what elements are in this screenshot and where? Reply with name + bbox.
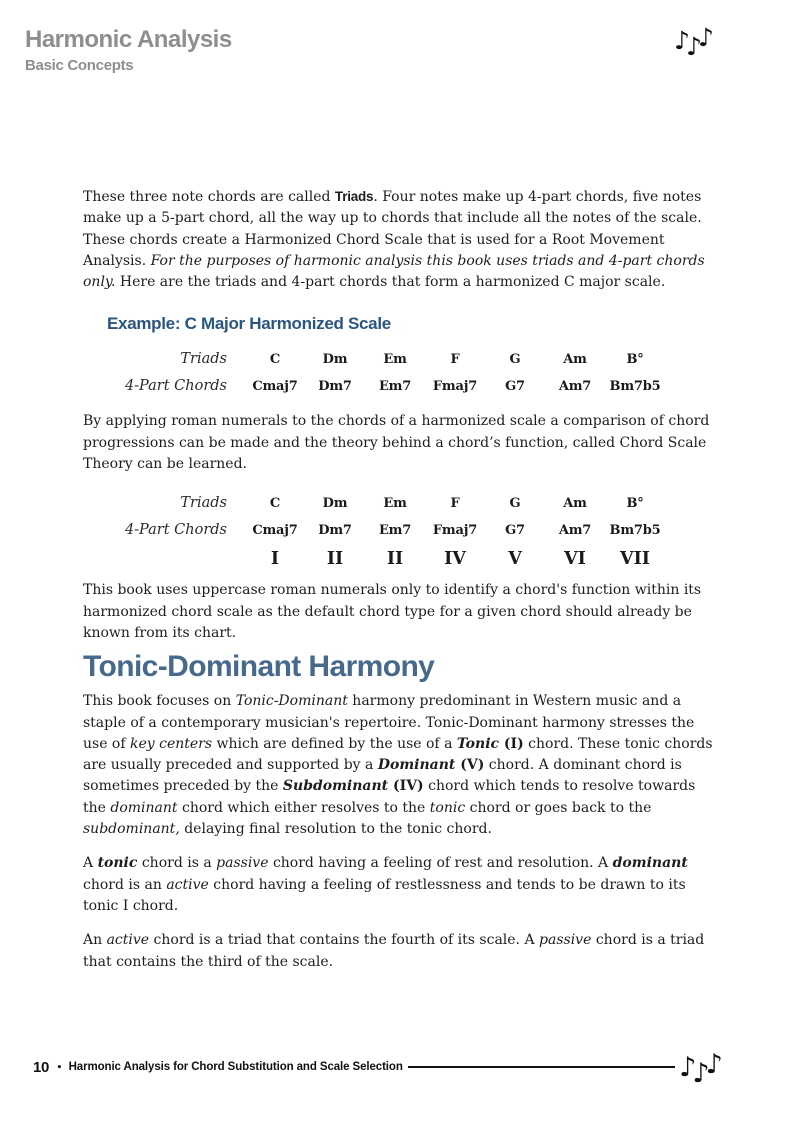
chord-cell: Bm7b5 bbox=[609, 379, 661, 395]
chord-cell: Am bbox=[563, 352, 587, 368]
chord-cell: Fmaj7 bbox=[432, 379, 478, 395]
table-row-four-part bbox=[83, 522, 665, 549]
chord-cell: F bbox=[450, 352, 460, 368]
chord-cell: Em bbox=[383, 496, 407, 512]
chord-cell: C bbox=[269, 496, 281, 512]
chord-cell: G7 bbox=[505, 523, 525, 539]
chord-cell: Em bbox=[383, 352, 407, 368]
chord-cell: Cmaj7 bbox=[252, 379, 298, 395]
numeral-cell: VII bbox=[620, 549, 650, 570]
eighth-note-glyph: ♪ bbox=[674, 26, 686, 55]
chord-cell: Dm bbox=[322, 352, 348, 368]
row-label: Triads bbox=[180, 495, 227, 512]
numeral-cell: V bbox=[508, 549, 522, 570]
page-subtitle: Basic Concepts bbox=[25, 57, 134, 74]
paragraph-uppercase-numerals: This book uses uppercase roman numerals only to identify a chord's function within its harmonized chord scale as the default chord type for a given chord should already be known from its chart. bbox=[83, 582, 702, 641]
chord-cell: Dm7 bbox=[318, 379, 352, 395]
eighth-notes-icon bbox=[679, 1048, 719, 1089]
example-heading: Example: C Major Harmonized Scale bbox=[107, 314, 391, 334]
chord-cell: F bbox=[450, 496, 460, 512]
eighth-note-glyph: ♪ bbox=[697, 23, 710, 52]
eighth-note-glyph: ♪ bbox=[692, 1057, 706, 1089]
numeral-cell: I bbox=[270, 549, 280, 570]
book-title: Harmonic Analysis for Chord Substitution and Scale Selection bbox=[68, 1061, 403, 1073]
eighth-notes-icon bbox=[674, 23, 710, 61]
chord-cell: B° bbox=[626, 352, 644, 368]
table-row-triads bbox=[83, 495, 665, 522]
eighth-note-glyph: ♪ bbox=[679, 1051, 693, 1083]
chord-cell: C bbox=[269, 352, 281, 368]
harmonized-scale-table-2 bbox=[83, 495, 665, 575]
section-heading-tonic-dominant: Tonic-Dominant Harmony bbox=[83, 650, 435, 684]
chord-cell: Dm bbox=[322, 496, 348, 512]
page-content bbox=[83, 186, 715, 973]
chord-cell: B° bbox=[626, 496, 644, 512]
chord-cell: Em7 bbox=[378, 523, 412, 539]
numeral-cell: IV bbox=[444, 549, 466, 570]
numeral-cell: II bbox=[326, 549, 344, 570]
eighth-note-glyph: ♪ bbox=[705, 1048, 719, 1080]
chord-cell: Fmaj7 bbox=[432, 523, 478, 539]
chord-cell: G7 bbox=[505, 379, 525, 395]
paragraph-active-passive: An active chord is a triad that contains the fourth of its scale. A passive chord is a triad that contains the third of the scale. bbox=[83, 932, 705, 970]
row-label: 4-Part Chords bbox=[124, 378, 227, 395]
chord-cell: G bbox=[509, 352, 521, 368]
page-header bbox=[25, 26, 232, 75]
paragraph-tonic-passive: A tonic chord is a passive chord having a feeling of rest and resolution. A dominant chord is an active chord having a feeling of restlessness and tends to be drawn to its tonic I chord. bbox=[83, 855, 688, 914]
chord-cell: G bbox=[509, 496, 521, 512]
paragraph-triads-intro: These three note chords are called Triads. Four notes make up 4-part chords, five notes make up a 5-part chord, all the way up to chords that include all the notes of the scale. These chords create a Harmonized Chord Scale that is used for a Root Movement Analysis. For the purposes of harmonic analysis this book uses triads and 4-part chords only. Here are the triads and 4-part chords that form a harmonized C major scale. bbox=[83, 189, 705, 291]
chord-cell: Am bbox=[563, 496, 587, 512]
footer-rule bbox=[408, 1066, 676, 1068]
eighth-note-glyph: ♪ bbox=[685, 32, 698, 61]
paragraph-tonic-dominant: This book focuses on Tonic-Dominant harmony predominant in Western music and a staple of a contemporary musician's repertoire. Tonic-Dominant harmony stresses the use of key centers which are defined by the use of a Tonic (I) chord. These tonic chords are usually preceded and supported by a Dominant (V) chord. A dominant chord is sometimes preceded by the Subdominant (IV) chord which tends to resolve towards the dominant chord which either resolves to the tonic chord or goes back to the subdominant, delaying final resolution to the tonic chord. bbox=[83, 693, 713, 838]
chord-cell: Am7 bbox=[558, 523, 592, 539]
chord-cell: Dm7 bbox=[318, 523, 352, 539]
paragraph-roman-numerals: By applying roman numerals to the chords of a harmonized scale a comparison of chord progressions can be made and the theory behind a chord’s function, called Chord Scale Theory can be learned. bbox=[83, 413, 710, 473]
table-row-numerals bbox=[83, 549, 665, 575]
numeral-cell: II bbox=[386, 549, 404, 570]
chord-cell: Am7 bbox=[558, 379, 592, 395]
chord-cell: Em7 bbox=[378, 379, 412, 395]
page-number: 10 bbox=[33, 1058, 50, 1076]
chord-cell: Cmaj7 bbox=[252, 523, 298, 539]
row-label: 4-Part Chords bbox=[124, 522, 227, 539]
chord-cell: Bm7b5 bbox=[609, 523, 661, 539]
page-title: Harmonic Analysis bbox=[25, 26, 232, 53]
page-footer bbox=[33, 1048, 719, 1089]
numeral-cell: VI bbox=[564, 549, 586, 570]
row-label: Triads bbox=[180, 351, 227, 368]
table-row-four-part bbox=[83, 378, 665, 405]
table-row-triads bbox=[83, 351, 665, 378]
footer-bullet: • bbox=[56, 1060, 63, 1074]
harmonized-scale-table-1 bbox=[83, 351, 665, 405]
